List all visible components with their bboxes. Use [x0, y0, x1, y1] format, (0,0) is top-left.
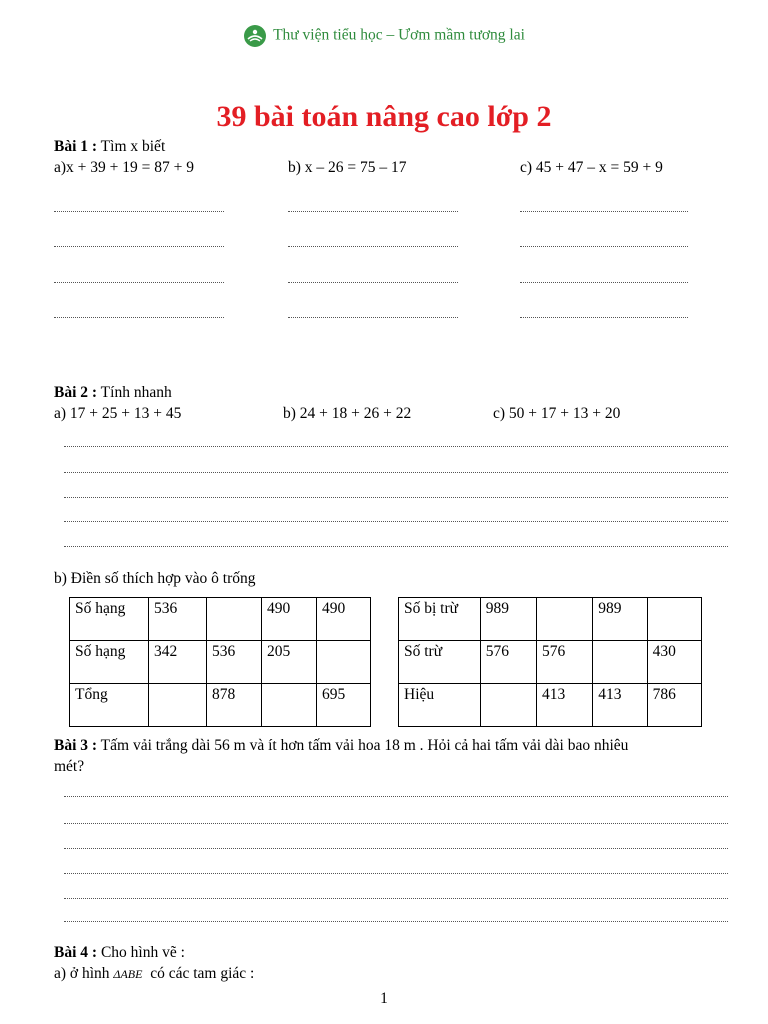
bai4-a-suffix: có các tam giác :	[150, 965, 255, 982]
table-row	[399, 684, 702, 727]
table-row	[70, 684, 371, 727]
table-cell: 490	[262, 598, 317, 641]
table-cell: 490	[317, 598, 371, 641]
answer-line	[520, 246, 688, 247]
answer-line	[54, 282, 224, 283]
table-cell: Hiệu	[399, 684, 481, 727]
table-cell	[536, 598, 592, 641]
table-cell: Số hạng	[70, 641, 149, 684]
table-cell: 878	[207, 684, 262, 727]
table-cell: Tổng	[70, 684, 149, 727]
bai2-c: c) 50 + 17 + 13 + 20	[493, 405, 621, 422]
answer-line	[54, 211, 224, 212]
answer-line	[54, 317, 224, 318]
table-cell: 989	[593, 598, 647, 641]
answer-line	[64, 848, 728, 849]
bai4-a	[54, 965, 254, 983]
answer-line	[64, 921, 728, 922]
page-title: 39 bài toán nâng cao lớp 2	[216, 100, 552, 133]
bai2-label: Bài 2 :	[54, 384, 98, 401]
answer-line	[64, 497, 728, 498]
table-cell: 989	[480, 598, 536, 641]
answer-line	[520, 317, 688, 318]
answer-line	[520, 211, 688, 212]
triangle-abe-math: ΔABE	[113, 967, 143, 981]
bai2-a: a) 17 + 25 + 13 + 45	[54, 405, 182, 422]
table-cell	[480, 684, 536, 727]
table-cell	[149, 684, 207, 727]
answer-line	[288, 282, 458, 283]
table-cell	[647, 598, 701, 641]
table-cell: 430	[647, 641, 701, 684]
table-cell: 342	[149, 641, 207, 684]
bai1-b: b) x – 26 = 75 – 17	[288, 159, 407, 176]
bai4-prompt: Cho hình vẽ :	[100, 944, 185, 961]
bai1-a: a)x + 39 + 19 = 87 + 9	[54, 159, 195, 176]
table-cell: 413	[536, 684, 592, 727]
answer-line	[64, 546, 728, 547]
bai4-a-prefix: a) ở hình	[54, 965, 110, 982]
table-cell	[317, 641, 371, 684]
table-cell: 576	[536, 641, 592, 684]
bai4-heading	[54, 944, 185, 962]
page-number: 1	[380, 990, 388, 1007]
answer-line	[288, 211, 458, 212]
table-row	[399, 598, 702, 641]
library-logo-icon	[243, 24, 267, 48]
table-cell	[207, 598, 262, 641]
answer-line	[288, 246, 458, 247]
table-cell: 413	[593, 684, 647, 727]
sum-table	[69, 597, 371, 727]
bai2-heading	[54, 384, 172, 402]
header-text: Thư viện tiểu học – Ươm mầm tương lai	[273, 26, 525, 44]
table-cell: Số trừ	[399, 641, 481, 684]
table-cell: Số hạng	[70, 598, 149, 641]
table-cell: 786	[647, 684, 701, 727]
answer-line	[54, 246, 224, 247]
bai1-prompt: Tìm x biết	[100, 138, 166, 155]
table-row	[70, 641, 371, 684]
answer-line	[64, 796, 728, 797]
table-cell	[593, 641, 647, 684]
bai3-line2: mét?	[54, 758, 85, 775]
bai2-prompt: Tính nhanh	[100, 384, 172, 401]
answer-line	[64, 446, 728, 447]
table-cell: 536	[149, 598, 207, 641]
table-cell: Số bị trừ	[399, 598, 481, 641]
table-row	[70, 598, 371, 641]
answer-line	[64, 873, 728, 874]
bai3-line1	[54, 737, 628, 755]
answer-line	[520, 282, 688, 283]
bai3-label: Bài 3 :	[54, 737, 98, 754]
bai3-text: Tấm vải trắng dài 56 m và ít hơn tấm vải hoa 18 m . Hỏi cả hai tấm vải dài bao nhiêu	[100, 737, 629, 754]
table-cell: 695	[317, 684, 371, 727]
bai2-b: b) 24 + 18 + 26 + 22	[283, 405, 412, 422]
answer-line	[64, 472, 728, 473]
table-cell: 536	[207, 641, 262, 684]
answer-line	[64, 521, 728, 522]
answer-line	[64, 823, 728, 824]
table-cell: 205	[262, 641, 317, 684]
table-cell	[262, 684, 317, 727]
bai1-label: Bài 1 :	[54, 138, 98, 155]
bai2-fill-prompt: b) Điền số thích hợp vào ô trống	[54, 570, 256, 587]
document-header	[0, 24, 768, 48]
answer-line	[64, 898, 728, 899]
bai4-label: Bài 4 :	[54, 944, 98, 961]
bai1-c: c) 45 + 47 – x = 59 + 9	[520, 159, 663, 176]
table-row	[399, 641, 702, 684]
table-cell: 576	[480, 641, 536, 684]
difference-table	[398, 597, 702, 727]
bai1-heading	[54, 138, 165, 156]
answer-line	[288, 317, 458, 318]
